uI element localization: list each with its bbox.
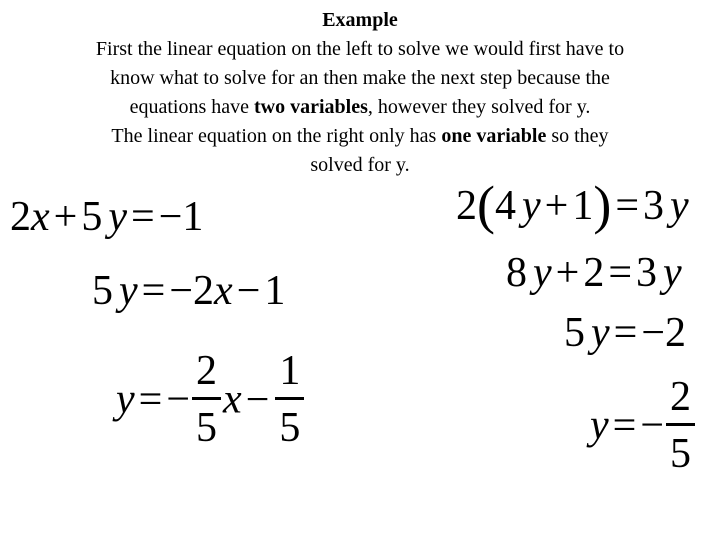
variable-x: x <box>223 376 242 423</box>
term: 2 <box>583 250 605 296</box>
right-equation-2 <box>506 252 682 294</box>
negative-sign: − <box>166 376 191 423</box>
term: −2 <box>169 268 215 314</box>
minus-operator: − <box>236 268 261 314</box>
header-line-1: First the linear equation on the left to solve we would first have to <box>95 38 625 60</box>
rhs-constant: −1 <box>158 194 204 240</box>
example-title <box>0 6 720 35</box>
fraction <box>666 374 695 477</box>
numerator: 2 <box>670 374 692 420</box>
left-equation-1 <box>10 196 203 238</box>
equals-sign: = <box>612 402 637 449</box>
fraction-bar <box>192 397 221 400</box>
negative-sign: − <box>640 402 665 449</box>
equals-sign: = <box>615 183 639 229</box>
left-equation-2 <box>92 270 285 312</box>
equals-sign: = <box>141 268 166 314</box>
variable-y: y <box>116 376 135 423</box>
term: 5 <box>81 194 103 240</box>
rhs-constant: −2 <box>641 310 687 356</box>
term: 2 <box>456 183 477 229</box>
variable-y: y <box>108 194 127 240</box>
equals-sign: = <box>131 194 155 240</box>
term: 5 <box>564 310 585 356</box>
right-equation-1 <box>456 175 689 235</box>
term: 1 <box>572 183 594 229</box>
variable-y: y <box>521 183 541 229</box>
numerator: 2 <box>196 348 218 394</box>
plus-operator: + <box>544 183 569 229</box>
header-line-3-part: equations have <box>129 96 254 118</box>
variable-y: y <box>119 268 138 314</box>
one-variable-emphasis: one variable <box>441 125 547 147</box>
right-paren: ) <box>593 175 612 235</box>
two-variables-emphasis: two variables <box>253 96 368 118</box>
minus-operator: − <box>245 376 270 423</box>
term: 1 <box>264 268 286 314</box>
equals-sign: = <box>138 376 163 423</box>
numerator: 1 <box>279 348 301 394</box>
header-line-4 <box>0 122 720 151</box>
denominator: 5 <box>670 431 692 477</box>
plus-operator: + <box>555 250 580 296</box>
fraction <box>275 348 304 451</box>
right-equation-4 <box>590 374 697 477</box>
variable-y: y <box>533 250 552 296</box>
plus-operator: + <box>53 194 78 240</box>
variable-y: y <box>670 183 689 229</box>
term: 5 <box>92 268 113 314</box>
header-line-5: solved for y. <box>310 154 410 176</box>
equals-sign: = <box>608 250 633 296</box>
variable-x: x <box>214 268 233 314</box>
header-line-3 <box>0 93 720 122</box>
left-paren: ( <box>477 175 495 235</box>
fraction-bar <box>275 397 304 400</box>
variable-y: y <box>663 250 682 296</box>
term: 3 <box>636 250 658 296</box>
term: 2 <box>10 194 31 240</box>
example-title-text: Example <box>322 9 398 31</box>
fraction-bar <box>666 423 695 426</box>
denominator: 5 <box>196 405 218 451</box>
header-text <box>0 6 720 180</box>
left-equation-3 <box>116 348 306 451</box>
term: 3 <box>643 183 664 229</box>
header-line-2: know what to solve for an then make the next step because the <box>110 67 610 89</box>
equals-sign: = <box>613 310 638 356</box>
header-line-3-part: , however they solved for y. <box>367 96 591 118</box>
header-line-4-part: so they <box>546 125 609 147</box>
header-line-4-part: The linear equation on the right only has <box>111 125 442 147</box>
denominator: 5 <box>279 405 301 451</box>
right-equation-3 <box>564 312 686 354</box>
term: 8 <box>506 250 527 296</box>
fraction <box>192 348 221 451</box>
variable-x: x <box>31 194 50 240</box>
term: 4 <box>494 183 516 229</box>
variable-y: y <box>591 310 610 356</box>
variable-y: y <box>590 402 609 449</box>
